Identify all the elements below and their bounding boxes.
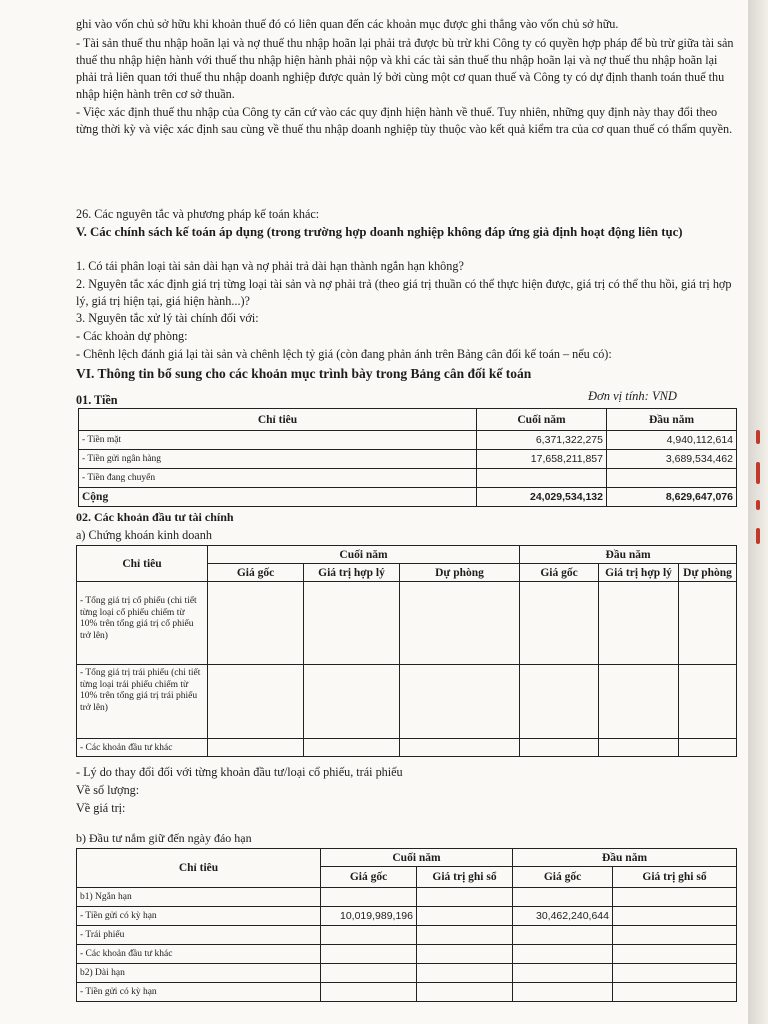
section-v-line-2: 2. Nguyên tắc xác định giá trị từng loại tài sản và nợ phải trả (theo giá trị thuần có thể thực hiện được, giá trị có thể thu hồi, giá trị hợp lý, giá trị hiện tại, giá hiện hành...)?: [76, 277, 732, 308]
sub-cost: Giá gốc: [520, 564, 599, 582]
section-vi-heading: VI. Thông tin bổ sung cho các khoản mục trình bày trong Bảng cân đối kế toán: [76, 366, 532, 381]
table-row: [77, 888, 737, 907]
table-row: [79, 431, 737, 450]
binding-mark: [756, 528, 760, 544]
row-label: b1) Ngắn hạn: [77, 888, 321, 907]
table-row: [79, 469, 737, 488]
total-end: 24,029,534,132: [477, 488, 607, 507]
section-v-line-3: 3. Nguyên tắc xử lý tài chính đối với:: [76, 311, 259, 325]
row-label: - Tiền gửi có kỳ hạn: [77, 907, 321, 926]
value-end: 17,658,211,857: [477, 450, 607, 469]
sub-provision: Dự phòng: [679, 564, 737, 582]
paragraph-tax-determination: - Việc xác định thuế thu nhập của Công ty căn cứ vào các quy định hiện hành về thuế. Tuy nhiên, những quy định này thay đổi theo từng thời kỳ và việc xác định sau cùng về thuế thu nhập doanh nghiệp tùy thuộc vào kết quả kiểm tra của cơ quan thuế có thẩm quyền.: [76, 105, 733, 136]
table-row: [77, 964, 737, 983]
binding-mark: [756, 430, 760, 444]
sub-fair-value: Giá trị hợp lý: [304, 564, 400, 582]
row-label: - Tiền gửi ngân hàng: [79, 450, 477, 469]
held-col-label: Chỉ tiêu: [77, 849, 321, 888]
table-row: [77, 945, 737, 964]
binding-mark: [756, 462, 760, 484]
section-26-heading: 26. Các nguyên tắc và phương pháp kế toán khác:: [76, 207, 320, 221]
cash-col-label: Chỉ tiêu: [79, 409, 477, 431]
cash-title: 01. Tiền: [76, 393, 118, 407]
sub-cost: Giá gốc: [208, 564, 304, 582]
section-v-line-5: - Chênh lệch đánh giá lại tài sản và chênh lệch tỷ giá (còn đang phản ánh trên Bảng cân đối kế toán – nếu có):: [76, 347, 612, 361]
trading-group-start: Đầu năm: [520, 546, 737, 564]
quantity-note: Về số lượng:: [76, 783, 140, 797]
sub-fair-value: Giá trị hợp lý: [599, 564, 679, 582]
table-row: [77, 907, 737, 926]
trading-title: a) Chứng khoán kinh doanh: [76, 528, 212, 542]
sub-cost: Giá gốc: [513, 867, 613, 888]
total-start: 8,629,647,076: [607, 488, 737, 507]
table-row: [77, 582, 737, 665]
held-header-row: [77, 849, 737, 867]
paragraph-deferred-tax: - Tài sản thuế thu nhập hoãn lại và nợ thuế thu nhập hoãn lại phải trả được bù trừ khi Công ty có quyền hợp pháp để bù trừ giữa tài sản thuế thu nhập hiện hành với thuế thu nhập hiện hành phải nộp và khi các tài sản thuế thu nhập hoãn lại và nợ thuế thu nhập hoãn lại phải trả liên quan tới thuế thu nhập doanh nghiệp được quản lý bởi cùng một cơ quan thuế và Công ty có dự định thanh toán thuế thu nhập hiện hành trên cơ sở thuần.: [76, 36, 734, 101]
value-start-cost: 30,462,240,644: [513, 907, 613, 926]
row-label: - Tiền mặt: [79, 431, 477, 450]
row-label: - Các khoản đầu tư khác: [77, 739, 208, 757]
table-row: [79, 450, 737, 469]
cash-total-row: [79, 488, 737, 507]
value-start: 4,940,112,614: [607, 431, 737, 450]
trading-securities-table: [76, 545, 737, 757]
sub-book-value: Giá trị ghi sổ: [417, 867, 513, 888]
held-group-start: Đầu năm: [513, 849, 737, 867]
trading-col-label: Chỉ tiêu: [77, 546, 208, 582]
unit-label: Đơn vị tính: VND: [588, 389, 677, 403]
row-label: - Tiền gửi có kỳ hạn: [77, 983, 321, 1002]
row-label: - Trái phiếu: [77, 926, 321, 945]
value-start: 3,689,534,462: [607, 450, 737, 469]
change-reason-note: - Lý do thay đổi đối với từng khoản đầu tư/loại cổ phiếu, trái phiếu: [76, 765, 403, 779]
total-label: Cộng: [79, 488, 477, 507]
page-edge: [748, 0, 768, 1024]
table-row: [77, 926, 737, 945]
trading-group-end: Cuối năm: [208, 546, 520, 564]
table-row: [77, 739, 737, 757]
row-label: - Tổng giá trị trái phiếu (chi tiết từng loại trái phiếu chiếm từ 10% trên tổng giá trị trái phiếu trở lên): [77, 665, 208, 739]
held-to-maturity-table: [76, 848, 737, 1002]
value-note: Về giá trị:: [76, 801, 126, 815]
trading-header-row: [77, 546, 737, 564]
value-end-cost: 10,019,989,196: [321, 907, 417, 926]
row-label: - Tổng giá trị cổ phiếu (chi tiết từng loại cổ phiếu chiếm từ 10% trên tổng giá trị cổ phiếu trở lên): [77, 582, 208, 665]
sub-provision: Dự phòng: [400, 564, 520, 582]
cash-col-end: Cuối năm: [477, 409, 607, 431]
value-end: 6,371,322,275: [477, 431, 607, 450]
investments-title: 02. Các khoản đầu tư tài chính: [76, 510, 234, 524]
sub-cost: Giá gốc: [321, 867, 417, 888]
row-label: b2) Dài hạn: [77, 964, 321, 983]
cash-col-start: Đầu năm: [607, 409, 737, 431]
held-group-end: Cuối năm: [321, 849, 513, 867]
cash-table: [78, 408, 737, 507]
section-v-heading: V. Các chính sách kế toán áp dụng (trong trường hợp doanh nghiệp không đáp ứng giả định hoạt động liên tục): [76, 225, 683, 239]
value-end: [477, 469, 607, 488]
sub-book-value: Giá trị ghi sổ: [613, 867, 737, 888]
section-v-line-4: - Các khoản dự phòng:: [76, 329, 188, 343]
row-label: - Tiền đang chuyển: [79, 469, 477, 488]
table-row: [77, 983, 737, 1002]
binding-mark: [756, 500, 760, 510]
table-row: [77, 665, 737, 739]
cash-header-row: [79, 409, 737, 431]
value-start: [607, 469, 737, 488]
row-label: - Các khoản đầu tư khác: [77, 945, 321, 964]
paragraph-tax-equity: ghi vào vốn chủ sở hữu khi khoản thuế đó có liên quan đến các khoản mục được ghi thẳng vào vốn chủ sở hữu.: [76, 17, 619, 31]
held-title: b) Đầu tư nắm giữ đến ngày đáo hạn: [76, 831, 252, 845]
section-v-line-1: 1. Có tái phân loại tài sản dài hạn và nợ phải trả dài hạn thành ngắn hạn không?: [76, 259, 464, 273]
